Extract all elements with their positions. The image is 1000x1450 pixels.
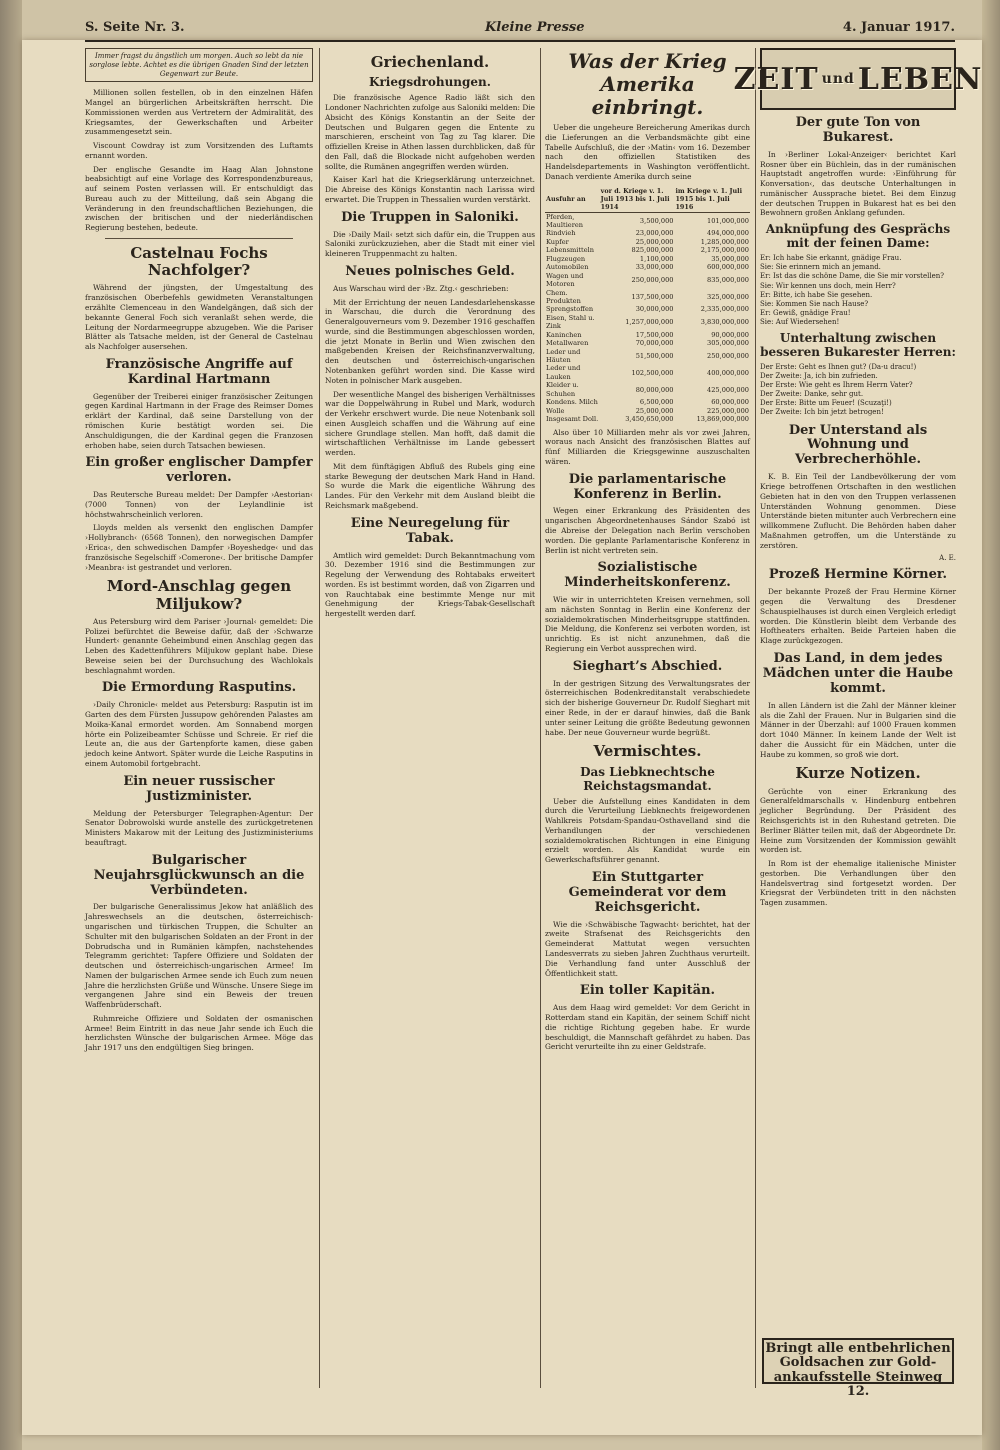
column-4 — [733, 48, 983, 1388]
column-rule — [755, 48, 756, 1388]
dialog-line: Er: Ich habe Sie erkannt, gnädige Frau. — [760, 254, 902, 263]
dialog-line: Der Zweite: Ja, ich bin zufrieden. — [760, 372, 878, 381]
subheadline: Kriegsdrohungen. — [369, 75, 491, 90]
table-cell: 102,500,000 — [631, 368, 674, 377]
headline: Prozeß Hermine Körner. — [768, 567, 948, 583]
column-3 — [545, 48, 750, 1388]
table-cell: 3,830,000,000 — [700, 318, 749, 327]
divider — [105, 238, 293, 239]
headline: Die Truppen in Saloniki. — [341, 209, 519, 225]
table-row — [545, 407, 750, 415]
headline: Castelnau Fochs Nachfolger? — [130, 243, 268, 280]
table-cell: 51,500,000 — [635, 351, 674, 360]
dialog-line: Er: Bitte, ich habe Sie gesehen. — [760, 290, 873, 299]
article-text: Aus Warschau wird der ›Bz. Ztg.‹ geschrieben: — [333, 283, 509, 293]
headline: Der Unterstand als Wohnung und Verbrecherhöhle. — [788, 422, 928, 468]
newspaper-title: Kleine Presse — [485, 20, 585, 35]
dialog-line: Sie: Wir kennen uns doch, mein Herr? — [760, 281, 896, 290]
article-text: In allen Ländern ist die Zahl der Männer kleiner als die Zahl der Frauen. Nur in Bulgarien sind die Männer in der Überzahl: auf 1000 Frauen kommen dort 1040 Männer. In keinem Lande der Welt ist daher die Aussicht für ein Mädchen, unter die Haube zu kommen, so groß wie dort. — [760, 700, 956, 759]
table-row — [545, 339, 750, 347]
article-text: Aus dem Haag wird gemeldet: Vor dem Gericht in Rotterdam stand ein Kapitän, der seinem Schiff nicht die richtige Richtung gegeben habe. Er wurde beschuldigt, die Mannschaft gefährdet zu haben. Das Gericht verurteilte ihn zu einer Geldstrafe. — [545, 1003, 750, 1052]
table-cell: 6,500,000 — [639, 398, 674, 407]
article-text: ›Daily Chronicle‹ meldet aus Petersburg: Rasputin ist im Garten des dem Fürsten Jussupow gehörenden Palastes am Moika-Kanal ermordet worden. Am Sonnabend morgen hörte ein Polizeibeamter Schüsse und Schreie. Er rief die Leute an, die aus der Gartenpforte kamen, diese gaben jedoch keine Antwort. Später wurde die Leiche Rasputins in einem Automobil fortgebracht. — [85, 700, 313, 768]
table-cell: 250,000,000 — [631, 275, 674, 284]
subheadline: Das Liebknechtsche Reichstagsmandat. — [580, 764, 715, 793]
headline: Mord-Anschlag gegen Miljukow? — [106, 577, 292, 613]
column-rule — [540, 48, 541, 1388]
scan-right-margin — [982, 0, 1000, 1450]
table-cell: Automobilen — [546, 263, 589, 272]
table-cell: Leder und Lauken — [546, 364, 581, 381]
poem-box: Immer fragst du ängstlich um morgen. Auch so lebt da nie sorglose lebte. Achtet es die übrigen Gnaden Sind der letzten Gegenwart zur Beute. — [85, 48, 313, 82]
table-cell: 2,175,000,000 — [700, 246, 749, 255]
headline: Eine Neuregelung für Tabak. — [350, 515, 510, 546]
article-text: Amtlich wird gemeldet: Durch Bekanntmachung vom 30. Dezember 1916 sind die Bestimmungen zur Regelung der Verwendung des Rohtabaks erweitert worden. Es ist bestimmt worden, daß von Zigarren und von Rauchtabak eine bestimmte Menge nur mit Genehmigung der Kriegs-Tabak-Gesellschaft hergestellt werden darf. — [325, 550, 535, 619]
table-row — [545, 238, 750, 246]
table-row — [545, 348, 750, 365]
table-cell: 835,000,000 — [707, 275, 749, 284]
table-cell: 101,000,000 — [707, 216, 749, 225]
table-cell: 250,000,000 — [707, 351, 749, 360]
dialog-line: Der Zweite: Danke, sehr gut. — [760, 390, 864, 399]
table-cell: 1,285,000,000 — [700, 237, 749, 246]
table-cell: Chem. Produkten — [546, 288, 581, 305]
article-text: Gegenüber der Treiberei einiger französischer Zeitungen gegen Kardinal Hartmann in der Frage des Reimser Domes erklärt der Kardinal, daß seine Darstellung von der römischen Kurie bestätigt worden sei. Die Anschuldigungen, die der Kardinal gegen die Franzosen erhoben habe, seien durch Tatsachen bewiesen. — [85, 391, 313, 450]
dialog-line: Der Erste: Wie geht es Ihrem Herrn Vater? — [760, 381, 913, 390]
article-text: In ›Berliner Lokal-Anzeiger‹ berichtet Karl Rosner über ein Büchlein, das in der rumänischen Hauptstadt angetroffen wurde: ›Einführung für Konversation‹, das deutsche Unterhaltungen in rumänischer Aussprache bietet. Bei dem Einzug der deutschen Truppen in Bukarest hat es bei den Bewohnern großen Anklang gefunden. — [760, 149, 956, 218]
dialog-line: Der Zweite: Ich bin jetzt betrogen! — [760, 408, 884, 417]
table-cell: 825,000,000 — [631, 246, 674, 255]
article-text: Viscount Cowdray ist zum Vorsitzenden des Luftamts ernannt worden. — [85, 141, 313, 160]
zeit-und-leben-logo: ZEIT und LEBEN — [760, 48, 956, 110]
dialog-line: Der Erste: Bitte um Feuer! (Scuzaţi!) — [760, 399, 892, 408]
table-cell: 3,500,000 — [639, 216, 674, 225]
article-text: In Rom ist der ehemalige italienische Minister gestorben. Die Verhandlungen über den Handelsvertrag sind fortgesetzt worden. Der Kriegsrat der Verbündeten tritt in den nächsten Tagen zusammen. — [760, 859, 956, 908]
table-cell: 80,000,000 — [635, 385, 674, 394]
table-cell: 2,335,000,000 — [700, 305, 749, 314]
table-row — [545, 272, 750, 289]
table-cell: 70,000,000 — [635, 339, 674, 348]
table-cell: 425,000,000 — [707, 385, 749, 394]
table-cell: 1,100,000 — [639, 254, 674, 263]
table-cell: 25,000,000 — [635, 406, 674, 415]
table-cell: 25,000,000 — [635, 237, 674, 246]
dialog-list — [760, 363, 956, 418]
article-text: Aus Petersburg wird dem Pariser ›Journal‹ gemeldet: Die Polizei befürchtet die Beweise dafür, daß der ›Schwarze Hundert‹ genannte Geheimbund einen Anschlag gegen das Leben des Kadettenführers Miljukow geplant habe. Diese Beweise seien bei der Durchsuchung des Wachlokals beschlagnahmt worden. — [85, 616, 313, 675]
table-cell: 600,000,000 — [707, 263, 749, 272]
article-text: Wie die ›Schwäbische Tagwacht‹ berichtet, hat der zweite Strafsenat des Reichsgerichts den Gemeinderat Mattutat wegen versuchten Landesverrats zu sieben Jahren Zuchthaus verurteilt. Die Verhandlung fand unter Ausschluß der Öffentlichkeit statt. — [545, 919, 750, 978]
article-text: Der bulgarische Generalissimus Jekow hat anläßlich des Jahreswechsels an die deutschen, österreichisch-ungarischen und türkischen Truppen, die Schulter an Schulter mit den bulgarischen Soldaten an der Front in der Dobrudscha und in Rumänien kämpfen, nachstehendes Telegramm gerichtet: Tapfere Offiziere und Soldaten der deutschen und österreichisch-ungarischen Armee! Im Namen der bulgarischen Armee sende ich Euch zum neuen Jahre die herzlichsten Grüße und Wünsche. Unsere Siege im vergangenen Jahre sind ein Beweis der treuen Waffenbrüderschaft. — [85, 902, 313, 1010]
headline: Ein Stuttgarter Gemeinderat vor dem Reichsgericht. — [568, 869, 727, 915]
headline: Sieghart’s Abschied. — [572, 658, 723, 674]
table-cell: 30,000,000 — [635, 305, 674, 314]
scan-left-margin — [0, 0, 22, 1450]
table-cell: Lebensmitteln — [546, 246, 594, 255]
column-2 — [325, 48, 535, 1388]
table-row — [545, 314, 750, 331]
column-1 — [85, 48, 313, 1388]
dialog-line: Sie: Sie erinnern mich an jemand. — [760, 263, 881, 272]
table-cell: Kupfer — [546, 237, 569, 246]
table-row — [545, 212, 750, 229]
table-total-row — [545, 415, 750, 423]
article-text: Das Reutersche Bureau meldet: Der Dampfer ›Aestorian‹ (7000 Tonnen) von der Leylandlinie ist höchstwahrscheinlich verloren. — [85, 490, 313, 519]
table-header: vor d. Kriege v. 1. Juli 1913 bis 1. Juli 1914 — [600, 186, 675, 213]
dialog-list — [760, 254, 956, 327]
table-header: Ausfuhr an — [545, 186, 600, 213]
table-row — [545, 246, 750, 254]
table-cell: Wagen und Motoren — [546, 271, 584, 289]
article-text: Also über 10 Milliarden mehr als vor zwei Jahren, woraus nach Ansicht des französischen Blattes auf fünf Milliarden die Kriegsgewinne auszuschalten wären. — [545, 427, 750, 466]
headline: Neues polnisches Geld. — [345, 263, 515, 279]
table-cell: 90,000,000 — [711, 330, 749, 339]
article-text: Meldung der Petersburger Telegraphen-Agentur: Der Senator Dobrowolski wurde anstelle des zurückgetretenen Ministers Makarow mit der Leitung des Justizministeriums beauftragt. — [85, 808, 313, 847]
article-text: Wegen einer Erkrankung des Präsidenten des ungarischen Abgeordnetenhauses Sándor Szabó ist die Abreise der Delegation nach Berlin verschoben worden. Die geplante Parlamentarische Konferenz in Berlin ist nicht vertreten sein. — [545, 506, 750, 555]
table-header-row — [545, 186, 750, 213]
table-cell: Kaninchen — [546, 330, 582, 339]
issue-date: 4. Januar 1917. — [842, 20, 955, 35]
table-cell: Wolle — [546, 406, 565, 415]
table-cell: 13,869,000,000 — [696, 415, 749, 424]
table-cell: Sprengstoffen — [546, 305, 594, 314]
table-cell: 1,257,000,000 — [625, 318, 674, 327]
headline: Der gute Ton von Bukarest. — [795, 115, 921, 145]
table-row — [545, 289, 750, 306]
article-text: Ueber die ungeheure Bereicherung Amerikas durch die Lieferungen an die Verbandsmächte gibt eine Tabelle Aufschluß, die der ›Matin‹ vom 16. Dezember nach den offiziellen Statistiken des Handelsdepartements in Washington veröffentlicht. Danach verdiente Amerika durch seine — [545, 123, 750, 181]
page-number: S. Seite Nr. 3. — [85, 20, 185, 35]
article-text: Lloyds melden als versenkt den englischen Dampfer ›Hollybranch‹ (6568 Tonnen), den norwegischen Dampfer ›Erica‹, den schwedischen Dampfer ›Boyeshedge‹ und das französische Segelschiff ›Comerone‹. Der britische Dampfer ›Meanbra‹ ist gestrandet und verloren. — [85, 523, 313, 572]
table-cell: Kleider u. Schuhen — [546, 381, 579, 398]
dialog-line: Er: Gewiß, gnädige Frau! — [760, 308, 851, 317]
table-cell: 23,000,000 — [635, 229, 674, 238]
article-text: K. B. Ein Teil der Landbevölkerung der vom Kriege betroffenen Ortschaften in den westlichen Gebieten hat in den von den Truppen verlassenen Unterständen Wohnung genommen. Diese Unterstände bieten mitunter auch Verbrechern eine willkommene Zuflucht. Die Behörden haben daher Maßnahmen getroffen, um die Unterstände zu zerstören. — [760, 472, 956, 550]
article-text: Wie wir in unterrichteten Kreisen vernehmen, soll am nächsten Sonntag in Berlin eine Konferenz der sozialdemokratischen Minderheitsgruppe stattfinden. Die Meldung, die Konferenz sei verboten worden, ist unrichtig. Es ist nicht anzunehmen, daß die Regierung ein Verbot aussprechen wird. — [545, 595, 750, 653]
article-text: Kaiser Karl hat die Kriegserklärung unterzeichnet. Die Abreise des Königs Konstantin nach Larissa wird erwartet. Die Truppen in Thessalien wurden verstärkt. — [325, 175, 535, 204]
headline: Die Ermordung Rasputins. — [101, 680, 297, 696]
table-row — [545, 263, 750, 271]
table-cell: Flugzeugen — [546, 254, 586, 263]
table-row — [545, 229, 750, 237]
article-text: Millionen sollen festellen, ob in den einzelnen Häfen Mangel an bürgerlichen Arbeitskräften herrscht. Die Kommissionen werden aus Vertretern der Admiralität, des Kriegsamtes, der Gewerkschaften und Arbeiter zusammengesetzt sein. — [85, 88, 313, 137]
article-text: Ruhmreiche Offiziere und Soldaten der osmanischen Armee! Beim Eintritt in das neue Jahr sende ich Euch die herzlichsten Wünsche der bulgarischen Armee. Möge das Jahr 1917 uns den endgültigen Sieg bringen. — [85, 1013, 313, 1053]
table-cell: Kondens. Milch — [546, 398, 598, 407]
dialog-line: Sie: Auf Wiedersehen! — [760, 317, 840, 326]
table-row — [545, 305, 750, 313]
article-text: Die ›Daily Mail‹ setzt sich dafür ein, die Truppen aus Saloniki zurückzuziehen, aber die Stadt mit einer viel kleineren Truppenmacht zu halten. — [325, 229, 535, 259]
headline: Sozialistische Minderheitskonferenz. — [564, 560, 731, 591]
table-cell: 17,500,000 — [635, 330, 674, 339]
gold-ad-box — [762, 1338, 954, 1399]
article-text: Mit dem fünftägigen Abfluß des Rubels ging eine starke Bewegung der deutschen Mark Hand in Hand. So wurde die Mark die eigentliche Währung des Landes. Für den Verkehr mit dem Ausland bleibt die Reichsmark maßgebend. — [325, 461, 535, 510]
article-text: Gerüchte von einer Erkrankung des Generalfeldmarschalls v. Hindenburg entbehren jeglicher Begründung. Der Präsident des Reichsgerichts ist in den Ruhestand getreten. Die Berliner Blätter teilen mit, daß der Abgeordnete Dr. Heine zum Vorsitzenden der Kommission gewählt worden ist. — [760, 786, 956, 855]
headline: Kurze Notizen. — [795, 764, 921, 783]
table-cell: Insgesamt Doll. — [546, 415, 599, 424]
table-cell: 305,000,000 — [707, 339, 749, 348]
table-cell: 494,000,000 — [707, 229, 749, 238]
article-text: Der englische Gesandte im Haag Alan Johnstone beabsichtigt auf eine Vorlage des Korrespondenzbureaus, auf seinem Posten verlassen will. Er entschuldigt das Bureau auch zu der Mitteilung, daß sein Abgang die Veränderung in den freundschaftlichen Beziehungen, die zwischen der britischen und der niederländischen Regierung bestehen, bedeute. — [85, 164, 313, 233]
table-row — [545, 364, 750, 381]
dialog-line: Der Erste: Geht es Ihnen gut? (Da-u dracu!) — [760, 362, 917, 371]
article-text: Die französische Agence Radio läßt sich den Londoner Nachrichten zufolge aus Saloniki melden: Die Absicht des Königs Konstantin an der Seite der Deutschen und Bulgaren gegen die Entente zu marschieren, erscheint von Tag zu Tag klarer. Die offiziellen Kreise in Athen lassen durchblicken, daß für den Fall, daß die Blockade nicht aufgehoben werden sollte, die Rumänen angegriffen werden würden. — [325, 93, 536, 171]
dialog-line: Sie: Kommen Sie nach Hause? — [760, 299, 869, 308]
author-signature: A. E. — [939, 554, 956, 563]
headline: Ein großer englischer Dampfer verloren. — [85, 455, 313, 486]
subheadline: Unterhaltung zwischen besseren Bukarester Herren: — [760, 330, 956, 359]
article-text: Der bekannte Prozeß der Frau Hermine Körner gegen die Verwaltung des Dresdener Schauspielhauses ist durch einen Vergleich erledigt worden. Die Künstlerin bleibt dem Verbande des Hoftheaters erhalten. Beide Parteien haben die Klage zurückgezogen. — [760, 587, 956, 646]
table-cell: 225,000,000 — [707, 406, 749, 415]
table-cell: 33,000,000 — [635, 263, 674, 272]
table-cell: Rindvieh — [546, 229, 576, 238]
headline: Ein neuer russischer Justizminister. — [123, 773, 275, 804]
column-rule — [319, 48, 320, 1388]
table-cell: 60,000,000 — [711, 398, 749, 407]
headline: Die parlamentarische Konferenz in Berlin. — [568, 471, 727, 502]
table-cell: 137,500,000 — [631, 292, 674, 301]
dialog-line: Er: Ist das die schöne Dame, die Sie mir vorstellen? — [760, 272, 945, 281]
headline: Ein toller Kapitän. — [579, 983, 716, 999]
headline: Vermischtes. — [593, 742, 702, 761]
export-table — [545, 186, 750, 424]
table-header: im Kriege v. 1. Juli 1915 bis 1. Juli 1916 — [674, 186, 750, 213]
ad-line: Bringt alle entbehrlichen — [765, 1341, 951, 1356]
article-text: Ueber die Aufstellung eines Kandidaten in dem durch die Verurteilung Liebknechts freigewordenen Wahlkreis Potsdam-Spandau-Osthavelland sind die Verhandlungen der verschiedenen sozialdemokratischen Richtungen in eine Einigung erzielt worden. Als Kandidat wurde ein Gewerkschaftsführer genannt. — [545, 796, 750, 865]
headline: Bulgarischer Neujahrsglückwunsch an die Verbündeten. — [93, 852, 305, 898]
ad-line: ankaufsstelle Steinweg 12. — [773, 1369, 943, 1399]
table-cell: Eisen, Stahl u. Zink — [546, 313, 595, 331]
article-text: Während der jüngsten, der Umgestaltung des französischen Oberbefehls gewidmeten Veranstaltungen erzählte Clemenceau in den Wandelgängen, daß sich der bekannte General Foch sich veranlaßt sehen werde, die Leitung der Nordarmeegruppe abzugeben. Wie die Pariser Blätter als Tatsache melden, ist der General de Castelnau als Nachfolger ausersehen. — [85, 283, 313, 352]
table-cell: Pferden, Maultieren — [546, 212, 583, 230]
table-cell: 35,000,000 — [711, 254, 749, 263]
table-row — [545, 381, 750, 398]
subheadline: Anknüpfung des Gesprächs mit der feinen Dame: — [765, 222, 951, 251]
table-cell: Leder und Häuten — [546, 347, 581, 365]
table-cell: Metallwaren — [546, 339, 589, 348]
table-cell: 325,000,000 — [707, 292, 749, 301]
headline: Was der Krieg Amerika einbringt. — [568, 49, 727, 119]
headline: Französische Angriffe auf Kardinal Hartmann — [105, 356, 293, 387]
article-text: Der wesentliche Mangel des bisherigen Verhältnisses war die Doppelwährung in Rubel und Mark, wodurch der Verkehr erschwert wurde. Die neue Notenbank soll einen Ausgleich schaffen und die Währung auf eine sichere Grundlage stellen. Man hofft, daß damit die wirtschaftlichen Verhältnisse im Lande gebessert werden. — [325, 389, 535, 458]
table-cell: 400,000,000 — [707, 368, 749, 377]
table-cell: 3,450,650,000 — [625, 415, 674, 424]
article-text: In der gestrigen Sitzung des Verwaltungsrates der österreichischen Bodenkreditanstalt verabschiedete sich der bisherige Gouverneur Dr. Rudolf Sieghart mit einer Rede, in der er darauf hinwies, daß die Bank unter seiner Leitung die größte Bedeutung gewonnen habe. Der neue Gouverneur wurde begrüßt. — [545, 678, 750, 737]
article-text: Mit der Errichtung der neuen Landesdarlehenskasse in Warschau, die durch die Verordnung des Generalgouverneurs vom 9. Dezember 1916 geschaffen wurde, sind die Bestimmungen abgeschlossen worden, die jetzt Monate in Berlin und Wien zwischen den maßgebenden Kreisen der Reichsfinanzverwaltung, den deutschen und österreichisch-ungarischen Notenbanken geführt worden sind. Die Kasse wird Noten in polnischer Mark ausgeben. — [325, 297, 535, 385]
masthead — [85, 18, 955, 42]
headline: Das Land, in dem jedes Mädchen unter die Haube kommt. — [762, 651, 954, 696]
table-row — [545, 255, 750, 263]
table-row — [545, 331, 750, 339]
table-row — [545, 398, 750, 406]
ad-line: Goldsachen zur Gold- — [779, 1355, 937, 1371]
headline: Griechenland. — [370, 53, 490, 71]
